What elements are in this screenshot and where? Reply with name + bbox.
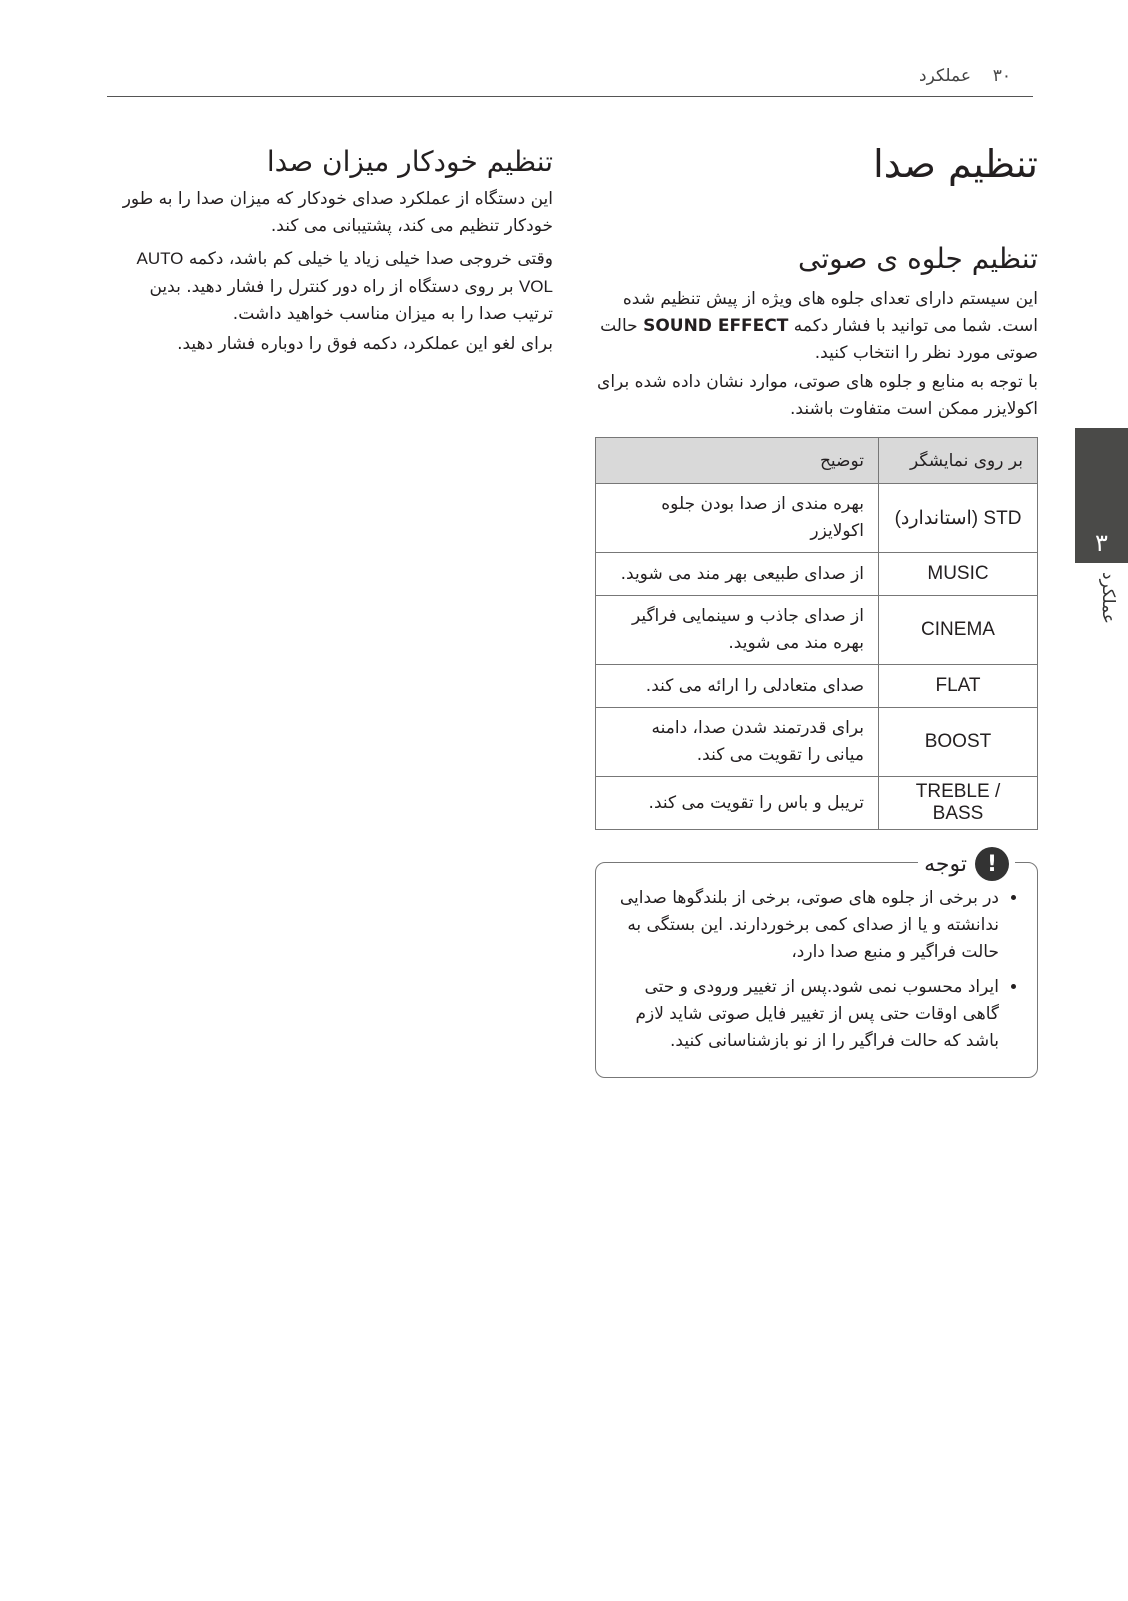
table-header-row [596, 438, 1038, 484]
section-name: عملکرد [919, 66, 971, 86]
description-cell: برای قدرتمند شدن صدا، دامنه میانی را تقویت می کند. [596, 708, 879, 777]
auto-vol-key: AUTO VOL [136, 249, 553, 296]
mode-cell: STD (استاندارد) [879, 484, 1038, 553]
equalizer-paragraph: با توجه به منابع و جلوه های صوتی، موارد نشان داده شده برای اکولایزر ممکن است متفاوت باشند. [597, 372, 1038, 419]
description-cell: صدای متعادلی را ارائه می کند. [596, 665, 879, 708]
table-row [596, 596, 1038, 665]
auto-volume-title: تنظیم خودکار میزان صدا [266, 145, 553, 178]
description-cell: تریبل و باس را تقویت می کند. [596, 777, 879, 830]
mode-cell: MUSIC [879, 553, 1038, 596]
exclamation-icon: ! [975, 847, 1009, 881]
list-item: • ایراد محسوب نمی شود.پس از تغییر ورودی و حتی گاهی اوقات حتی پس از تغییر فایل صوتی شاید لازم باشد که حالت فراگیر را از نو بازشناسانی کنید. [609, 974, 999, 1055]
table-row [596, 777, 1038, 830]
sound-effect-paragraph: این سیستم دارای تعدای جلوه های ویژه از پیش تنظیم شده است. شما می توانید با فشار دکمه SOUND EFFECT حالت صوتی مورد نظر را انتخاب کنید. [600, 289, 1038, 363]
note-list [609, 885, 1017, 1063]
column-header-description: توضیح [596, 438, 879, 484]
table-row [596, 665, 1038, 708]
chapter-tab [1075, 428, 1128, 563]
mode-cell: FLAT [879, 665, 1038, 708]
note-box [595, 851, 1038, 1078]
section-subtitle: تنظیم جلوه ی صوتی [798, 242, 1038, 275]
table-row [596, 553, 1038, 596]
chapter-label: عملکرد [1098, 572, 1118, 624]
sound-effect-key: SOUND EFFECT [643, 316, 789, 336]
sound-mode-table [595, 437, 1038, 830]
cancel-paragraph: برای لغو این عملکرد، دکمه فوق را دوباره فشار دهید. [177, 334, 553, 354]
note-title: توجه [924, 851, 967, 877]
page-header [107, 62, 1033, 97]
auto-volume-paragraph: این دستگاه از عملکرد صدای خودکار که میزان صدا را به طور خودکار تنظیم می کند، پشتیبانی می کند. [122, 189, 553, 236]
chapter-number: ۳ [1095, 529, 1108, 557]
mode-cell: BOOST [879, 708, 1038, 777]
description-cell: بهره مندی از صدا بودن جلوه اکولایزر [596, 484, 879, 553]
description-cell: از صدای طبیعی بهر مند می شوید. [596, 553, 879, 596]
table-row [596, 484, 1038, 553]
column-header-mode: بر روی نمایشگر [879, 438, 1038, 484]
mode-cell: CINEMA [879, 596, 1038, 665]
page-title: تنظیم صدا [873, 142, 1038, 186]
note-header [918, 847, 1015, 881]
page-number: ۳۰ [992, 66, 1011, 86]
list-item: • در برخی از جلوه های صوتی، برخی از بلندگوها صدایی ندانشته و یا از صدای کمی برخوردارند. این بستگی به حالت فراگیر و منبع صدا دارد، [609, 885, 999, 966]
table-row [596, 708, 1038, 777]
mode-cell: TREBLE / BASS [879, 777, 1038, 830]
description-cell: از صدای جاذب و سینمایی فراگیر بهره مند می شوید. [596, 596, 879, 665]
auto-vol-button-paragraph: وقتی خروجی صدا خیلی زیاد یا خیلی کم باشد، دکمه AUTO VOL بر روی دستگاه از راه دور کنترل را فشار دهید. بدین ترتیب صدا را به میزان مناسب خواهید داشت. [136, 249, 553, 324]
